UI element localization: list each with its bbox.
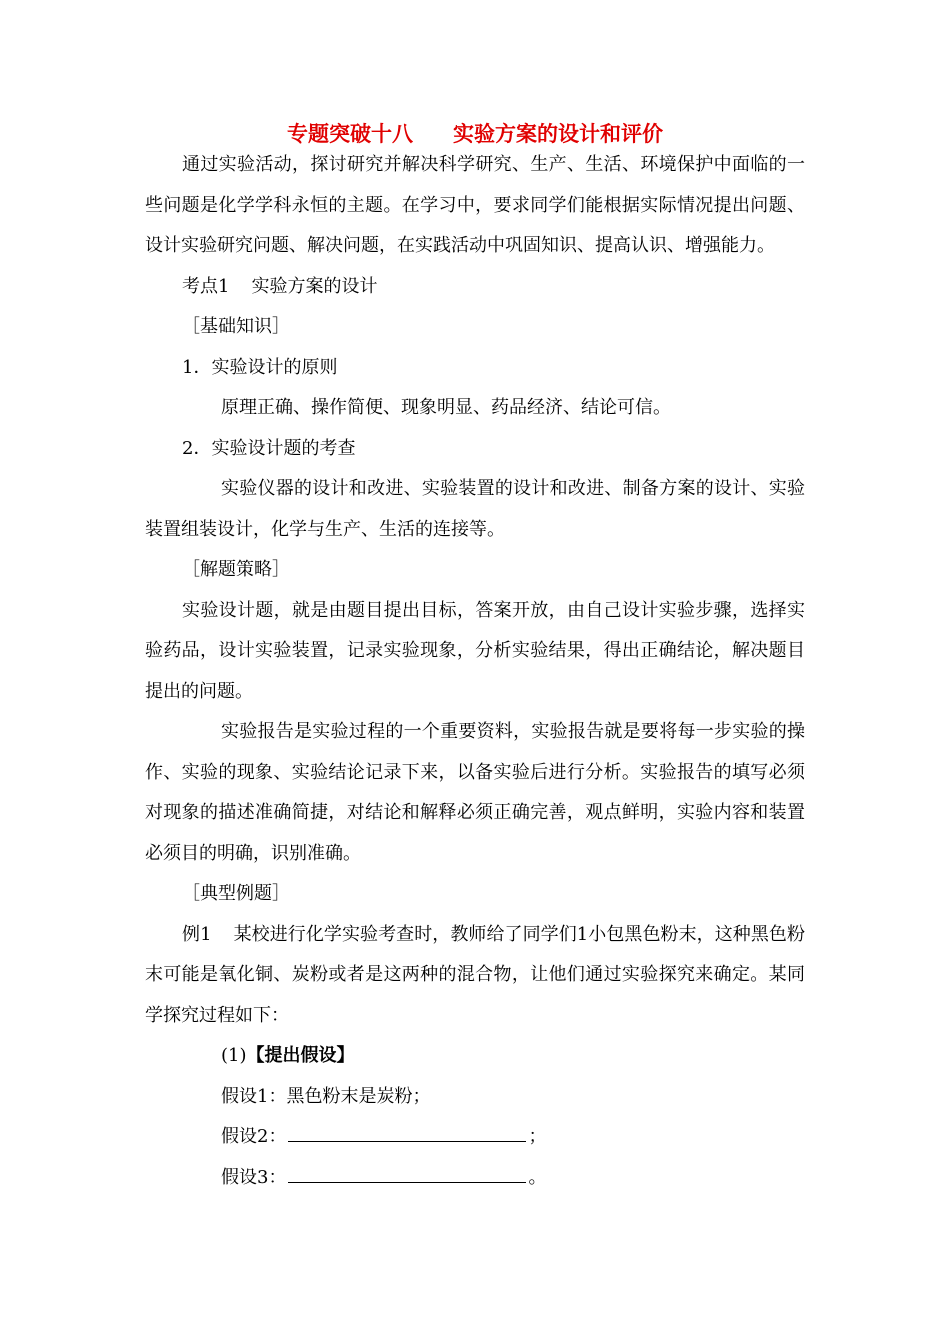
step-label: 【提出假设】 (246, 1045, 355, 1066)
basic-knowledge-heading: ［基础知识］ (182, 316, 290, 337)
example-1 (145, 915, 805, 1037)
hypothesis-3 (145, 1158, 805, 1199)
item2-heading: 2．实验设计题的考查 (182, 437, 356, 459)
hypothesis-3-end: 。 (528, 1166, 547, 1188)
hypothesis-1 (145, 1077, 805, 1118)
title-topic: 专题突破十八 (287, 122, 413, 146)
item1-heading: 1．实验设计的原则 (182, 356, 338, 378)
section-heading (145, 267, 805, 308)
strategy-paragraph-1: 实验设计题，就是由题目提出目标，答案开放，由自己设计实验步骤，选择实验药品，设计实验装置，记录实验现象，分析实验结果，得出正确结论，解决题目提出的问题。 (145, 599, 805, 702)
strategy-heading: ［解题策略］ (182, 559, 290, 580)
step1-heading (145, 1036, 805, 1077)
hypothesis-2-end: ； (528, 1126, 547, 1147)
examples-heading: ［典型例题］ (182, 883, 290, 904)
section-text: 实验方案的设计 (251, 275, 378, 297)
hypothesis-2 (145, 1117, 805, 1158)
hypothesis-3-blank[interactable] (288, 1160, 526, 1183)
hypothesis-2-label: 假设2： (221, 1126, 287, 1147)
item1-text: 原理正确、操作简便、现象明显、药品经济、结论可信。 (221, 397, 671, 418)
title-subject: 实验方案的设计和评价 (453, 122, 663, 146)
hypothesis-1-label: 假设1： (221, 1085, 287, 1107)
intro-paragraph: 通过实验活动，探讨研究并解决科学研究、生产、生活、环境保护中面临的一些问题是化学学科永恒的主题。在学习中，要求同学们能根据实际情况提出问题、设计实验研究问题、解决问题，在实践活动中巩固知识、提高认识、增强能力。 (145, 154, 805, 256)
hypothesis-2-blank[interactable] (288, 1119, 526, 1142)
section-label: 考点1 (182, 275, 230, 297)
example-text: 某校进行化学实验考查时，教师给了同学们1小包黑色粉末，这种黑色粉末可能是氧化铜、炭粉或者是这两种的混合物，让他们通过实验探究来确定。某同学探究过程如下： (145, 923, 805, 1026)
item2-text: 实验仪器的设计和改进、实验装置的设计和改进、制备方案的设计、实验装置组装设计，化学与生产、生活的连接等。 (145, 478, 805, 540)
step-number: (1) (221, 1045, 247, 1066)
document-body (145, 145, 805, 1198)
hypothesis-1-text: 黑色粉末是炭粉； (286, 1085, 431, 1107)
strategy-paragraph-2: 实验报告是实验过程的一个重要资料，实验报告就是要将每一步实验的操作、实验的现象、实验结论记录下来，以备实验后进行分析。实验报告的填写必须对现象的描述准确简捷，对结论和解释必须正确完善，观点鲜明，实验内容和装置必须目的明确，识别准确。 (145, 721, 805, 864)
hypothesis-3-label: 假设3： (221, 1166, 287, 1188)
example-label: 例1 (182, 923, 212, 945)
